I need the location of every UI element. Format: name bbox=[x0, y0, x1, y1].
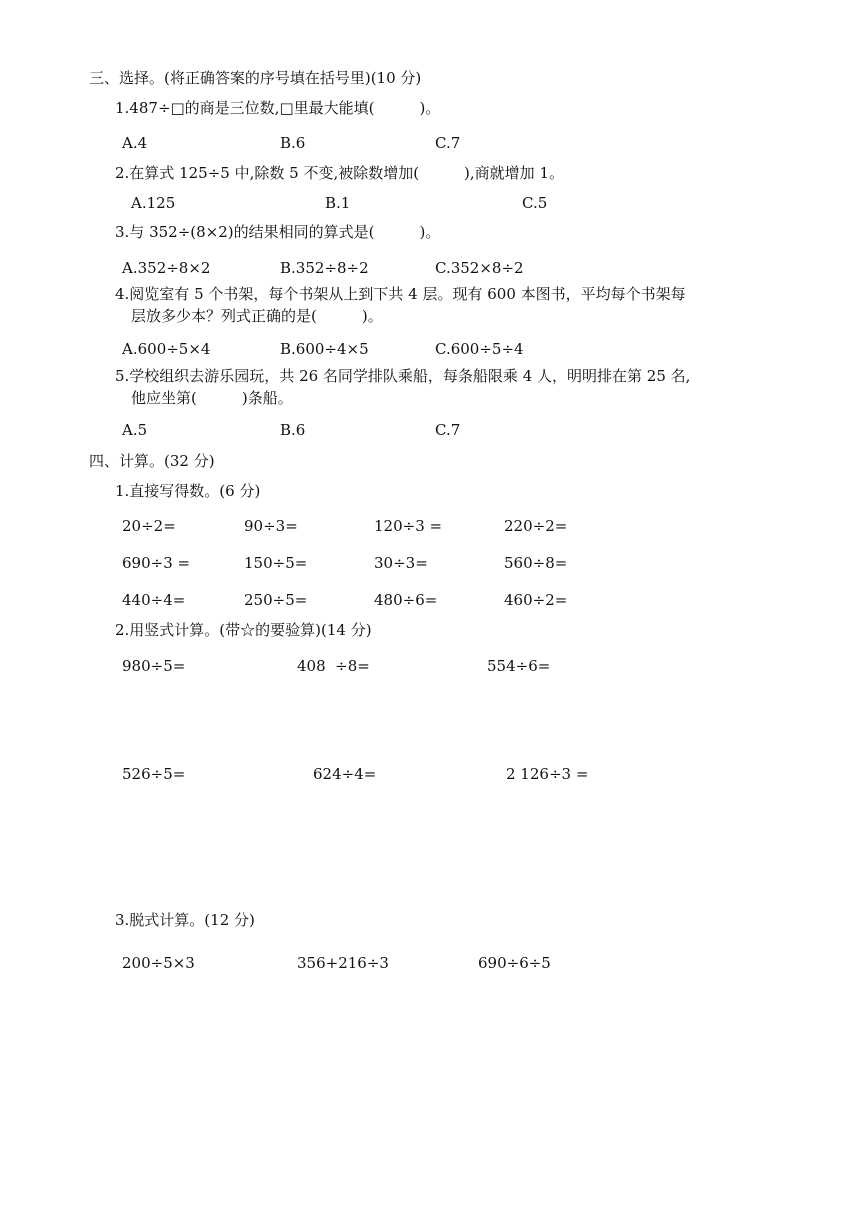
vertical-calc-item: 980÷5= bbox=[122, 657, 186, 675]
question-4-option-b: B.600÷4×5 bbox=[280, 340, 369, 358]
question-5-option-c: C.7 bbox=[435, 421, 461, 439]
question-1-text: 1.487÷□的商是三位数,□里最大能填( )。 bbox=[115, 99, 441, 117]
question-4-text-line-1: 4.阅览室有 5 个书架，每个书架从上到下共 4 层。现有 600 本图书，平均每个书架每 bbox=[115, 285, 686, 303]
oral-calc-item: 20÷2= bbox=[122, 517, 176, 535]
stepwise-calc-item: 200÷5×3 bbox=[122, 954, 195, 972]
oral-calc-item: 220÷2= bbox=[504, 517, 568, 535]
question-3-option-b: B.352÷8÷2 bbox=[280, 259, 369, 277]
oral-calc-item: 440÷4= bbox=[122, 591, 186, 609]
question-4-option-c: C.600÷5÷4 bbox=[435, 340, 524, 358]
question-1-option-b: B.6 bbox=[280, 134, 306, 152]
question-4-text-line-2: 层放多少本？列式正确的是( )。 bbox=[131, 307, 383, 325]
oral-calc-item: 250÷5= bbox=[244, 591, 308, 609]
question-3-option-a: A.352÷8×2 bbox=[122, 259, 211, 277]
question-3-option-c: C.352×8÷2 bbox=[435, 259, 524, 277]
question-1-option-a: A.4 bbox=[122, 134, 148, 152]
question-5-text-line-2: 他应坐第( )条船。 bbox=[131, 389, 293, 407]
part-3-title: 3.脱式计算。(12 分) bbox=[115, 911, 255, 929]
question-2-option-b: B.1 bbox=[325, 194, 351, 212]
oral-calc-item: 30÷3= bbox=[374, 554, 428, 572]
oral-calc-item: 90÷3= bbox=[244, 517, 298, 535]
question-3-text: 3.与 352÷(8×2)的结果相同的算式是( )。 bbox=[115, 223, 441, 241]
oral-calc-item: 560÷8= bbox=[504, 554, 568, 572]
oral-calc-item: 120÷3 = bbox=[374, 517, 443, 535]
vertical-calc-item: 2 126÷3 = bbox=[506, 765, 589, 783]
part-1-title: 1.直接写得数。(6 分) bbox=[115, 482, 261, 500]
question-2-text: 2.在算式 125÷5 中,除数 5 不变,被除数增加( ),商就增加 1。 bbox=[115, 164, 564, 182]
question-4-option-a: A.600÷5×4 bbox=[122, 340, 211, 358]
question-5-text-line-1: 5.学校组织去游乐园玩，共 26 名同学排队乘船，每条船限乘 4 人，明明排在第 25 名, bbox=[115, 367, 691, 385]
oral-calc-item: 690÷3 = bbox=[122, 554, 191, 572]
oral-calc-item: 150÷5= bbox=[244, 554, 308, 572]
vertical-calc-item: 624÷4= bbox=[313, 765, 377, 783]
oral-calc-item: 460÷2= bbox=[504, 591, 568, 609]
section-3-title: 三、选择。(将正确答案的序号填在括号里)(10 分) bbox=[89, 69, 422, 87]
oral-calc-item: 480÷6= bbox=[374, 591, 438, 609]
part-2-title: 2.用竖式计算。(带☆的要验算)(14 分) bbox=[115, 621, 372, 639]
question-5-option-a: A.5 bbox=[122, 421, 148, 439]
question-5-option-b: B.6 bbox=[280, 421, 306, 439]
question-1-option-c: C.7 bbox=[435, 134, 461, 152]
stepwise-calc-item: 356+216÷3 bbox=[297, 954, 389, 972]
vertical-calc-item: 554÷6= bbox=[487, 657, 551, 675]
vertical-calc-item: 526÷5= bbox=[122, 765, 186, 783]
section-4-title: 四、计算。(32 分) bbox=[89, 452, 215, 470]
question-2-option-c: C.5 bbox=[522, 194, 548, 212]
question-2-option-a: A.125 bbox=[131, 194, 176, 212]
vertical-calc-item: 408 ÷8= bbox=[297, 657, 370, 675]
stepwise-calc-item: 690÷6÷5 bbox=[478, 954, 551, 972]
